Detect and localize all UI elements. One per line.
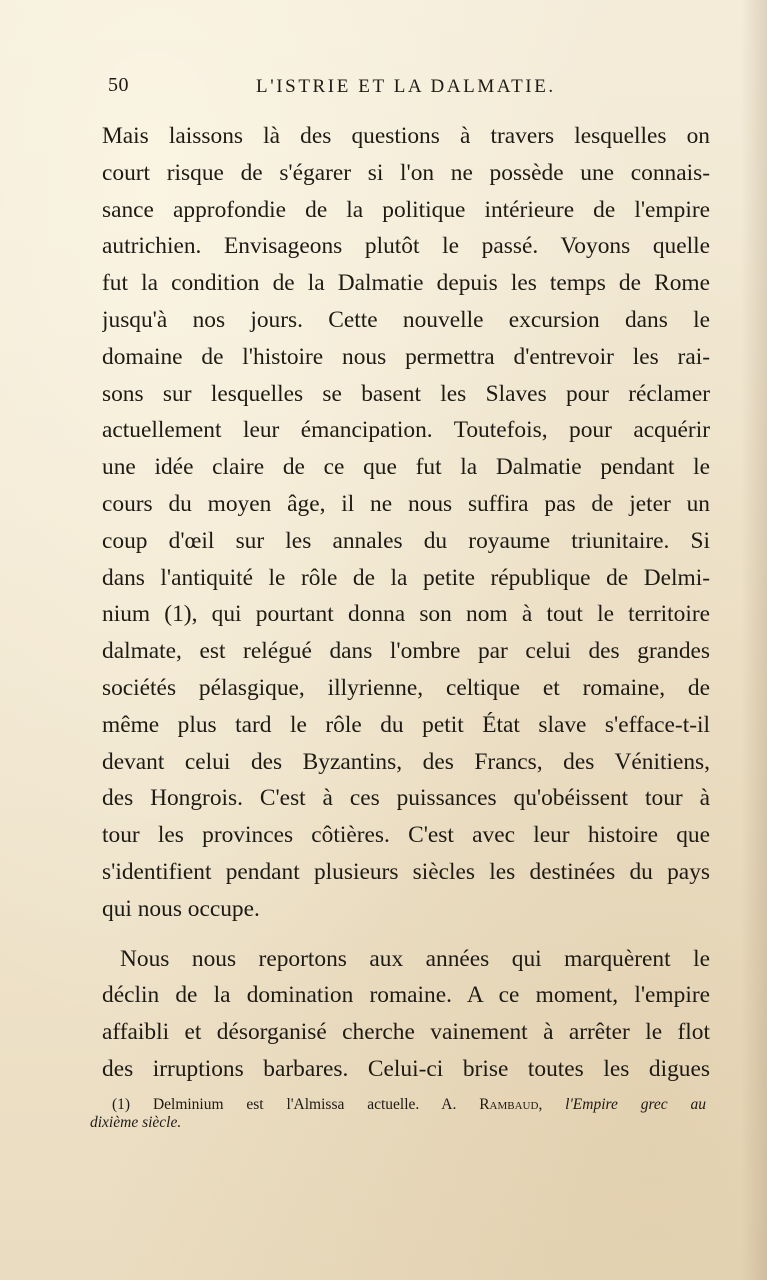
text-line: dans l'antiquité le rôle de la petite république de Delmi-	[102, 564, 710, 591]
text-line: s'identifient pendant plusieurs siècles les destinées du pays	[102, 858, 710, 885]
body-text	[102, 118, 712, 1088]
text-line: actuellement leur émancipation. Toutefois, pour acquérir	[102, 417, 710, 444]
footnote-title: l'Empire grec au	[565, 1096, 707, 1113]
text-line: jusqu'à nos jours. Cette nouvelle excursion dans le	[102, 306, 710, 333]
text-line: sons sur lesquelles se basent les Slaves pour réclamer	[102, 380, 710, 407]
text-line: qui nous occupe.	[102, 895, 260, 922]
text-line: cours du moyen âge, il ne nous suffira pas de jeter un	[102, 490, 710, 517]
text-line: fut la condition de la Dalmatie depuis les temps de Rome	[102, 270, 710, 297]
text-line: dalmate, est relégué dans l'ombre par celui des grandes	[102, 638, 710, 665]
footnote-line: dixième siècle.	[90, 1114, 182, 1131]
footnote-author: Rambaud	[479, 1096, 539, 1113]
text-line: sociétés pélasgique, illyrienne, celtique et romaine, de	[102, 674, 710, 701]
text-line: déclin de la domination romaine. A ce moment, l'empire	[102, 982, 710, 1009]
paragraph-2	[102, 941, 712, 1088]
footnote	[90, 1096, 706, 1132]
text-line: Mais laissons là des questions à travers lesquelles on	[102, 123, 710, 149]
running-title: L'ISTRIE ET LA DALMATIE.	[256, 76, 556, 97]
page-number: 50	[108, 74, 129, 96]
text-line: domaine de l'histoire nous permettra d'entrevoir les rai-	[102, 343, 710, 370]
text-line: sance approfondie de la politique intérieure de l'empire	[102, 196, 710, 223]
text-line: court risque de s'égarer si l'on ne possède une connais-	[102, 159, 710, 186]
paragraph-1	[102, 118, 712, 928]
text-line: coup d'œil sur les annales du royaume triunitaire. Si	[102, 527, 710, 554]
text-line: une idée claire de ce que fut la Dalmatie pendant le	[102, 454, 710, 481]
paragraph-gap	[102, 928, 712, 941]
footnote-separator: ,	[538, 1096, 543, 1113]
text-line: des Hongrois. C'est à ces puissances qu'obéissent tour à	[102, 785, 710, 812]
text-line: autrichien. Envisageons plutôt le passé. Voyons quelle	[102, 233, 710, 260]
text-line: des irruptions barbares. Celui-ci brise toutes les digues	[102, 1055, 710, 1082]
text-line: affaibli et désorganisé cherche vainement à arrêter le flot	[102, 1019, 710, 1046]
text-line: même plus tard le rôle du petit État slave s'efface-t-il	[102, 711, 710, 738]
footnote-text: Delminium est l'Almissa actuelle. A.	[152, 1096, 457, 1113]
text-line: Nous nous reportons aux années qui marquèrent le	[120, 945, 710, 972]
text-line: tour les provinces côtières. C'est avec leur histoire que	[102, 822, 710, 849]
page-header	[108, 74, 596, 104]
footnote-line	[90, 1096, 706, 1114]
text-line: nium (1), qui pourtant donna son nom à tout le territoire	[102, 601, 710, 628]
text-line: devant celui des Byzantins, des Francs, des Vénitiens,	[102, 748, 710, 775]
footnote-marker: (1)	[112, 1096, 131, 1113]
